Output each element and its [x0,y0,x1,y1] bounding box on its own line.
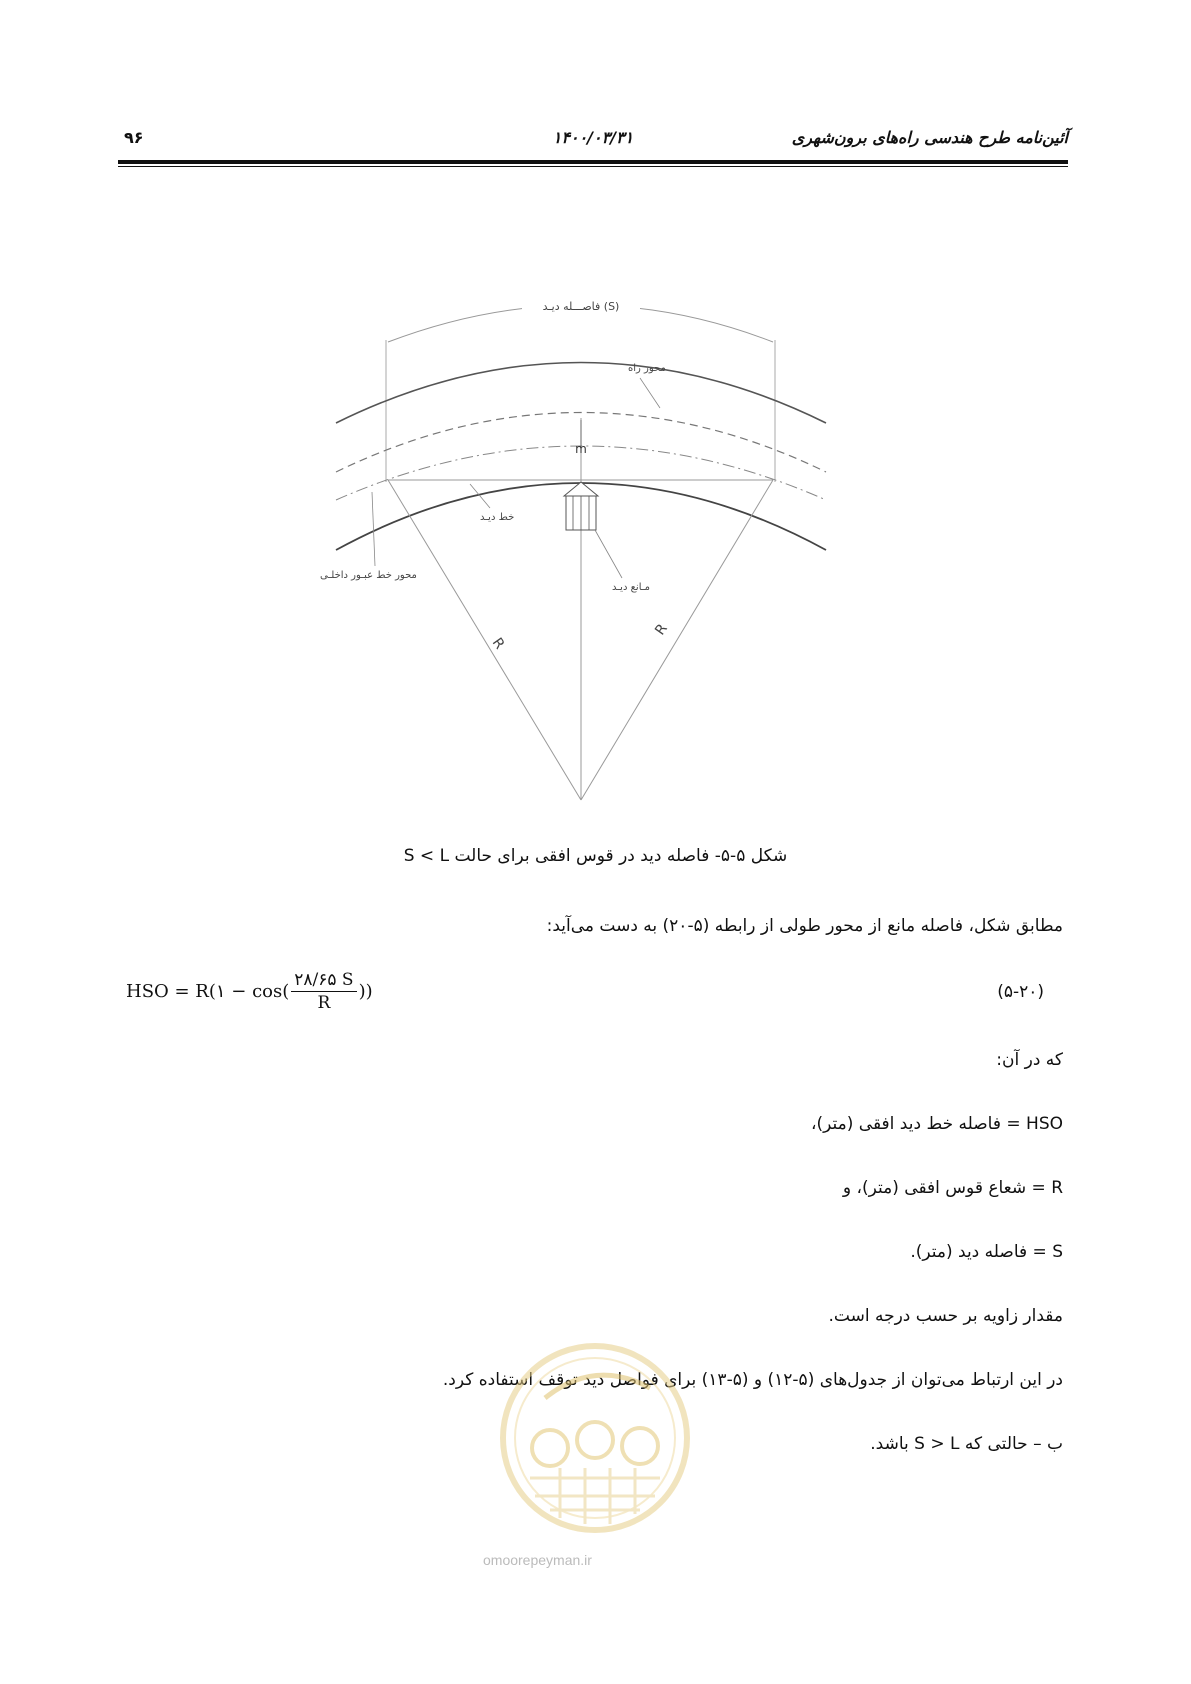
header-rule-thin [118,166,1068,167]
page-header [118,128,1068,154]
equation-number: (۵-۲۰) [997,982,1044,1002]
horizontal-curve-figure [300,285,860,815]
obstacle-icon [564,482,598,530]
document-title: آئین‌نامه طرح هندسی راه‌های برون‌شهری [791,128,1068,147]
case-b-heading: ب – حالتی که S > L باشد. [870,1434,1063,1454]
obstacle-label: مـانع دیـد [612,582,651,593]
formula-lhs: HSO = R(۱ − cos( [126,981,290,1002]
obstacle-pointer [595,530,622,578]
watermark-logo [490,1328,700,1588]
radius-right [581,480,773,800]
definition-hso: HSO = فاصله خط دید افقی (متر)، [811,1114,1063,1134]
inner-lane-label: محور خط عبـور داخلـی [320,570,417,581]
formula-close: )) [358,981,373,1002]
m-label: m [575,442,587,456]
where-text: که در آن: [996,1050,1063,1070]
header-rule-thick [118,160,1068,164]
radius-label-right: R [652,621,671,639]
angle-note: مقدار زاویه بر حسب درجه است. [828,1306,1063,1326]
road-axis-pointer [640,378,660,408]
inner-lane-pointer [372,492,375,566]
watermark-site: omoorepeyman.ir [483,1552,592,1568]
sight-distance-label: فاصـــله دیـد (S) [542,300,620,313]
outer-edge-curve [336,363,826,424]
formula-numerator: ۲۸/۶۵ S [291,970,356,992]
intro-text: مطابق شکل، فاصله مانع از محور طولی از رابطه (۵-۲۰) به دست می‌آید: [546,916,1063,936]
road-axis-label: محور راه [628,363,666,374]
definition-r: R = شعاع قوس افقی (متر)، و [842,1178,1063,1198]
sight-line-label: خط دیـد [480,512,515,523]
hso-formula [126,970,373,1013]
tables-note: در این ارتباط می‌توان از جدول‌های (۵-۱۲) و (۵-۱۳) برای فواصل دید توقف استفاده کرد. [442,1370,1063,1390]
header-date: ۱۴۰۰/۰۳/۳۱ [552,128,634,147]
formula-denominator: R [317,993,331,1013]
page-number: ۹۶ [124,128,144,147]
radius-left [388,480,581,800]
formula-fraction [291,970,356,1013]
radius-label-left: R [488,635,508,653]
figure-caption: شکل ۵-۵- فاصله دید در قوس افقی برای حالت S < L [403,846,788,866]
definition-s: S = فاصله دید (متر). [910,1242,1063,1262]
